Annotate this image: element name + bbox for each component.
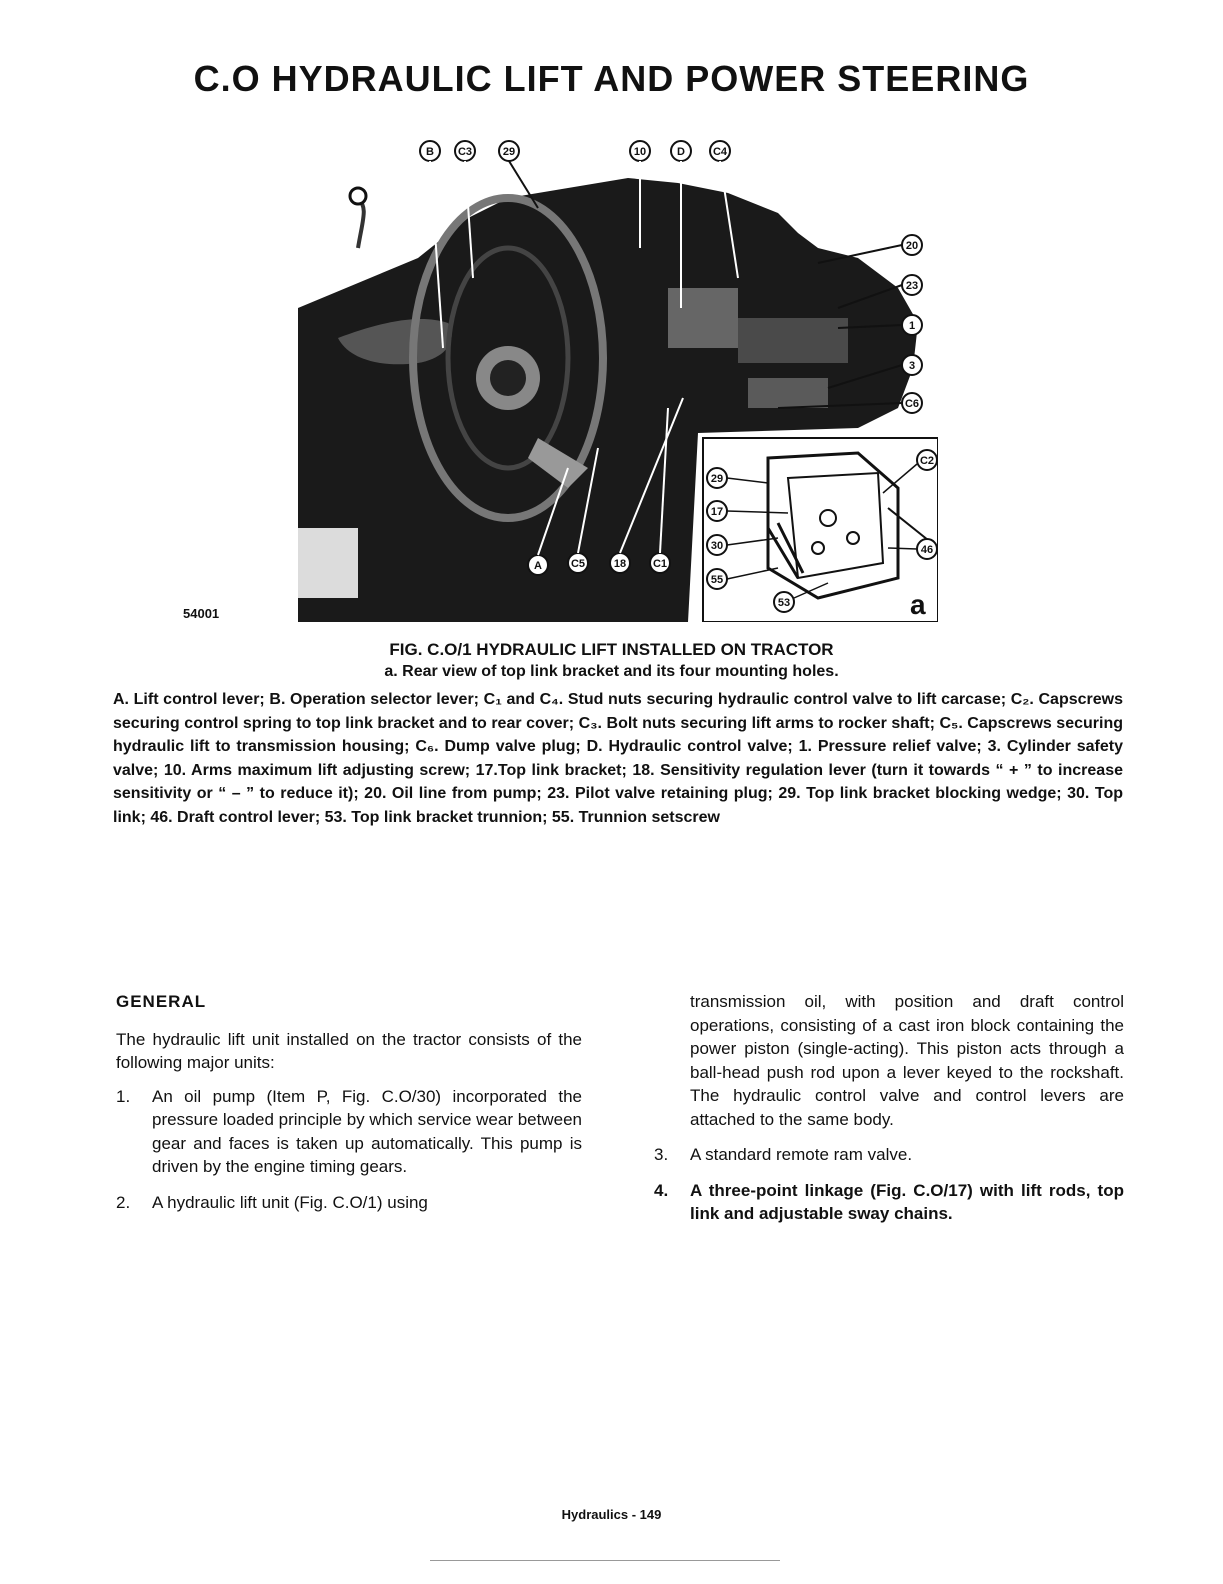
svg-text:D: D <box>677 146 685 158</box>
page-title: C.O HYDRAULIC LIFT AND POWER STEERING <box>193 58 1030 99</box>
svg-text:18: 18 <box>613 558 627 570</box>
figure-valve-block <box>668 288 738 348</box>
svg-text:53: 53 <box>777 597 791 609</box>
list-item <box>116 1085 582 1179</box>
svg-text:B: B <box>426 146 434 158</box>
svg-text:3: 3 <box>908 360 916 372</box>
svg-text:A: A <box>534 560 542 572</box>
svg-text:29: 29 <box>502 146 516 158</box>
svg-text:C3: C3 <box>457 146 473 158</box>
figure-legend: A. Lift control lever; B. Operation selector lever; C₁ and C₄. Stud nuts securing hydraulic control valve to lift carcase; C₂. Capscrews securing control spring to top link bracket and to rear cover; C₃. Bolt nuts securing lift arms to rocker shaft; C₅. Capscrews securing hydraulic lift to transmission housing; C₆. Dump valve plug; D. Hydraulic control valve; 1. Pressure relief valve; 3. Cylinder safety valve; 10. Arms maximum lift adjusting screw; 17.Top link bracket; 18. Sensitivity regulation lever (turn it towards “ + ” to increase sensitivity or “ – ” to reduce it); 20. Oil line from pump; 23. Pilot valve retaining plug; 29. Top link bracket blocking wedge; 30. Top link; 46. Draft control lever; 53. Top link bracket trunnion; 55. Trunnion setscrew <box>113 691 1123 826</box>
svg-text:C5: C5 <box>570 558 586 570</box>
list-item-continued: transmission oil, with position and draft control operations, consisting of a cast iron block containing the power piston (single-acting). This piston acts through a ball-head push rod upon a lever keyed to the rockshaft. The hydraulic control valve and control levers are attached to the same body. <box>690 992 1124 1129</box>
right-column <box>654 990 1124 1238</box>
inset-view <box>703 438 938 622</box>
list-item <box>116 1191 582 1215</box>
list-number: 1. <box>116 1086 131 1106</box>
svg-text:1: 1 <box>908 320 916 332</box>
svg-text:29: 29 <box>710 473 724 485</box>
svg-text:C6: C6 <box>904 398 920 410</box>
inset-letter: a <box>910 589 926 620</box>
list-text: A standard remote ram valve. <box>690 1145 913 1164</box>
svg-text:55: 55 <box>710 574 724 586</box>
list-text: A three-point linkage (Fig. C.O/17) with lift rods, top link and adjustable sway chains. <box>690 1180 1124 1223</box>
section-heading: GENERAL <box>116 992 207 1011</box>
figure-caption: FIG. C.O/1 HYDRAULIC LIFT INSTALLED ON TRACTOR <box>389 640 834 659</box>
svg-text:46: 46 <box>920 544 934 556</box>
figure-id: 54001 <box>183 606 220 621</box>
list-item <box>654 1179 1124 1226</box>
list-text: A hydraulic lift unit (Fig. C.O/1) using <box>152 1192 428 1212</box>
svg-text:10: 10 <box>633 146 647 158</box>
page-footer: Hydraulics - 149 <box>561 1507 662 1522</box>
intro-paragraph: The hydraulic lift unit installed on the tractor consists of the following major units: <box>116 1029 582 1072</box>
left-column <box>116 990 582 1226</box>
svg-text:23: 23 <box>905 280 919 292</box>
svg-text:C2: C2 <box>919 455 935 467</box>
tractor-hydraulic-lift-figure <box>298 108 938 622</box>
svg-text:C1: C1 <box>652 558 668 570</box>
figure-subcaption: a. Rear view of top link bracket and its four mounting holes. <box>384 663 839 680</box>
svg-text:30: 30 <box>710 540 724 552</box>
list-number: 4. <box>654 1180 669 1200</box>
list-number: 3. <box>654 1145 669 1164</box>
list-number: 2. <box>116 1192 131 1212</box>
callout-20 <box>818 235 922 263</box>
list-item <box>654 1143 1124 1167</box>
footer-rule <box>430 1560 780 1561</box>
svg-text:20: 20 <box>905 240 919 252</box>
svg-text:17: 17 <box>710 506 724 518</box>
svg-text:C4: C4 <box>712 146 728 158</box>
list-text: An oil pump (Item P, Fig. C.O/30) incorporated the pressure loaded principle by which service wear between gear and faces is taken up automatically. This pump is driven by the engine timing gears. <box>152 1086 582 1176</box>
